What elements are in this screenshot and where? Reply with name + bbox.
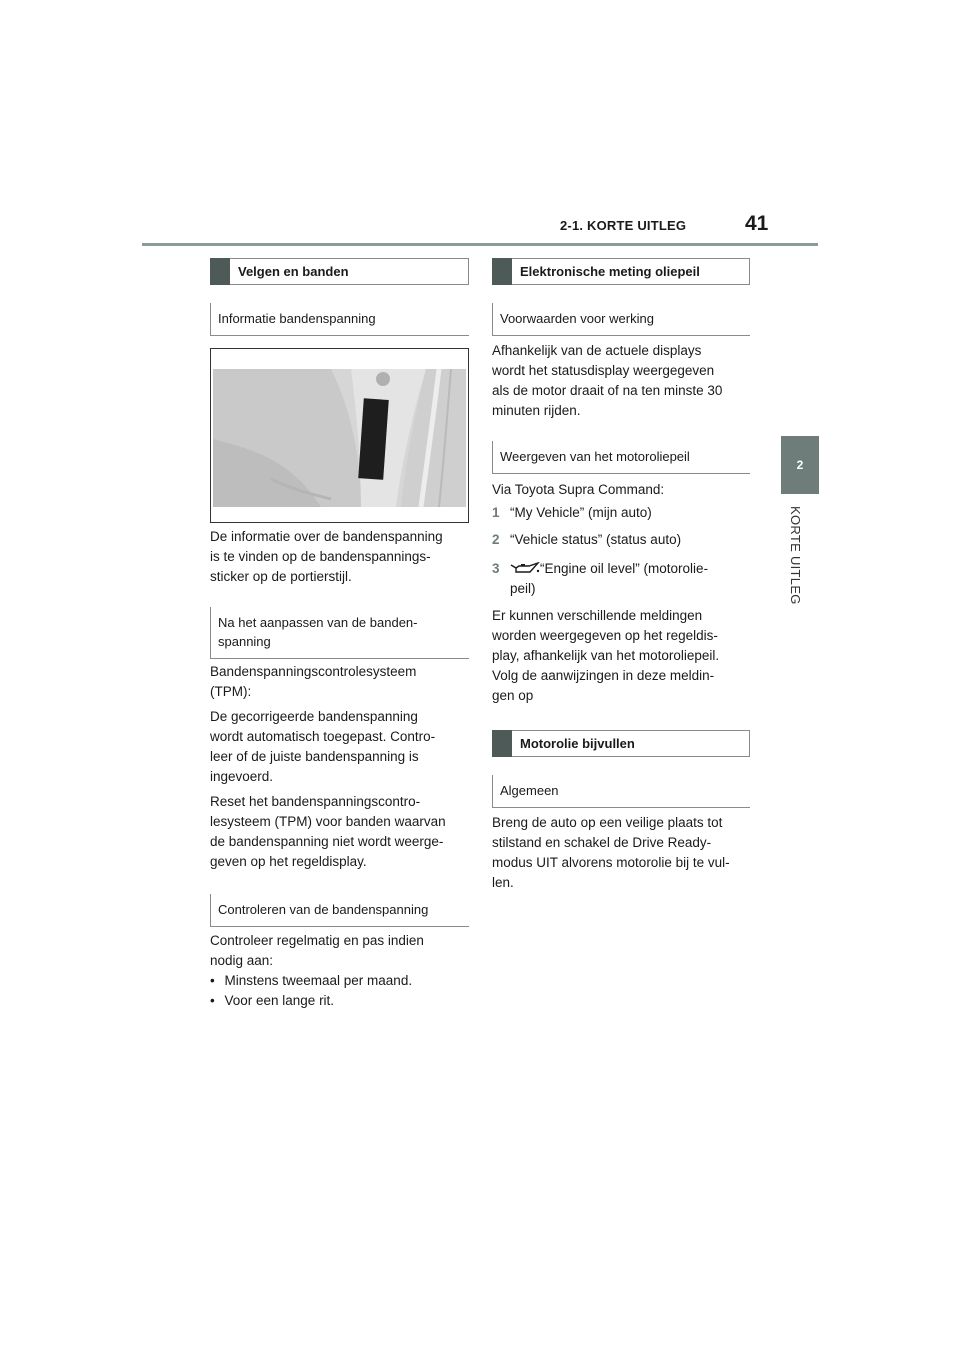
door-pillar-illustration	[211, 349, 468, 522]
paragraph-reset	[210, 792, 468, 872]
page-number: 41	[745, 212, 769, 235]
paragraph-intro	[492, 480, 750, 500]
text-line: Controleer regelmatig en pas indien	[210, 933, 424, 948]
bullet-item: • Minstens tweemaal per maand.	[210, 973, 413, 988]
step-item-1	[492, 503, 750, 523]
text-line: nodig aan:	[210, 953, 274, 968]
text-line: len.	[492, 875, 514, 890]
step-text: “Engine oil level” (motorolie-	[540, 561, 709, 576]
section-header-oil	[492, 258, 750, 285]
text-line: Volg de aanwijzingen in deze meldin-	[492, 668, 715, 683]
paragraph-tire-info	[210, 527, 468, 587]
paragraph-general	[492, 813, 750, 893]
subheader-general: Algemeen	[492, 775, 750, 808]
text-line: wordt automatisch toegepast. Contro-	[210, 729, 436, 744]
step-number: 1	[492, 505, 500, 520]
text-line: is te vinden op de bandenspannings-	[210, 549, 431, 564]
paragraph-check	[210, 931, 468, 1011]
section-header-refill	[492, 730, 750, 757]
text-line: leer of de juiste bandenspanning is	[210, 749, 419, 764]
subheader-check-pressure: Controleren van de bandenspanning	[210, 894, 469, 927]
tire-pressure-sticker-image	[210, 348, 469, 523]
text-line: Afhankelijk van de actuele displays	[492, 343, 702, 358]
paragraph-messages	[492, 606, 750, 706]
section-marker	[210, 258, 230, 285]
bullet-item: • Voor een lange rit.	[210, 993, 335, 1008]
text-line: als de motor draait of na ten minste 30	[492, 383, 723, 398]
text-line: De gecorrigeerde bandenspanning	[210, 709, 418, 724]
step-item-2	[492, 530, 750, 550]
text-line: Breng de auto op een veilige plaats tot	[492, 815, 723, 830]
section-title: Motorolie bijvullen	[520, 736, 635, 751]
section-marker	[492, 258, 512, 285]
paragraph-corrected	[210, 707, 468, 787]
text-line: De informatie over de bandenspanning	[210, 529, 443, 544]
chapter-tab: 2	[781, 436, 819, 494]
text-line: minuten rijden.	[492, 403, 581, 418]
text-line: modus UIT alvorens motorolie bij te vul-	[492, 855, 730, 870]
text-line: wordt het statusdisplay weergegeven	[492, 363, 715, 378]
oil-can-icon	[510, 562, 540, 576]
text-line: ingevoerd.	[210, 769, 274, 784]
text-line: gen op	[492, 688, 534, 703]
subheader-line: Na het aanpassen van de banden-	[218, 615, 418, 630]
text-line: play, afhankelijk van het motoroliepeil.	[492, 648, 720, 663]
text-line: Bandenspanningscontrolesysteem	[210, 664, 417, 679]
section-title: Elektronische meting oliepeil	[520, 264, 700, 279]
subheader-conditions: Voorwaarden voor werking	[492, 303, 750, 336]
text-line: Er kunnen verschillende meldingen	[492, 608, 703, 623]
text-line: stilstand en schakel de Drive Ready-	[492, 835, 712, 850]
step-number: 3	[492, 561, 500, 576]
subheader-tire-info: Informatie bandenspanning	[210, 303, 469, 336]
text-line: (TPM):	[210, 684, 252, 699]
step-item-3	[492, 559, 750, 599]
text-line: lesysteem (TPM) voor banden waarvan	[210, 814, 446, 829]
subheader-line: spanning	[218, 634, 271, 649]
bullet-text: Voor een lange rit.	[224, 993, 335, 1008]
chapter-header: 2-1. KORTE UITLEG	[560, 218, 687, 233]
section-header-wheels	[210, 258, 469, 285]
step-text: “Vehicle status” (status auto)	[510, 532, 682, 547]
step-text: “My Vehicle” (mijn auto)	[510, 505, 652, 520]
paragraph-tpm	[210, 662, 468, 702]
text-line: worden weergegeven op het regeldis-	[492, 628, 718, 643]
section-marker	[492, 730, 512, 757]
text-line: de bandenspanning niet wordt weerge-	[210, 834, 444, 849]
bullet-text: Minstens tweemaal per maand.	[224, 973, 413, 988]
header-rule	[142, 243, 818, 246]
text-line: geven op het regeldisplay.	[210, 854, 367, 869]
text-line: Via Toyota Supra Command:	[492, 482, 665, 497]
step-number: 2	[492, 532, 500, 547]
text-line: sticker op de portierstijl.	[210, 569, 352, 584]
step-text-cont: peil)	[510, 581, 536, 596]
subheader-show-oil: Weergeven van het motoroliepeil	[492, 441, 750, 474]
subheader-after-adjust	[210, 607, 469, 659]
chapter-tab-label: KORTE UITLEG	[788, 506, 803, 605]
section-title: Velgen en banden	[238, 264, 349, 279]
text-line: Reset het bandenspanningscontro-	[210, 794, 421, 809]
paragraph-conditions	[492, 341, 750, 421]
